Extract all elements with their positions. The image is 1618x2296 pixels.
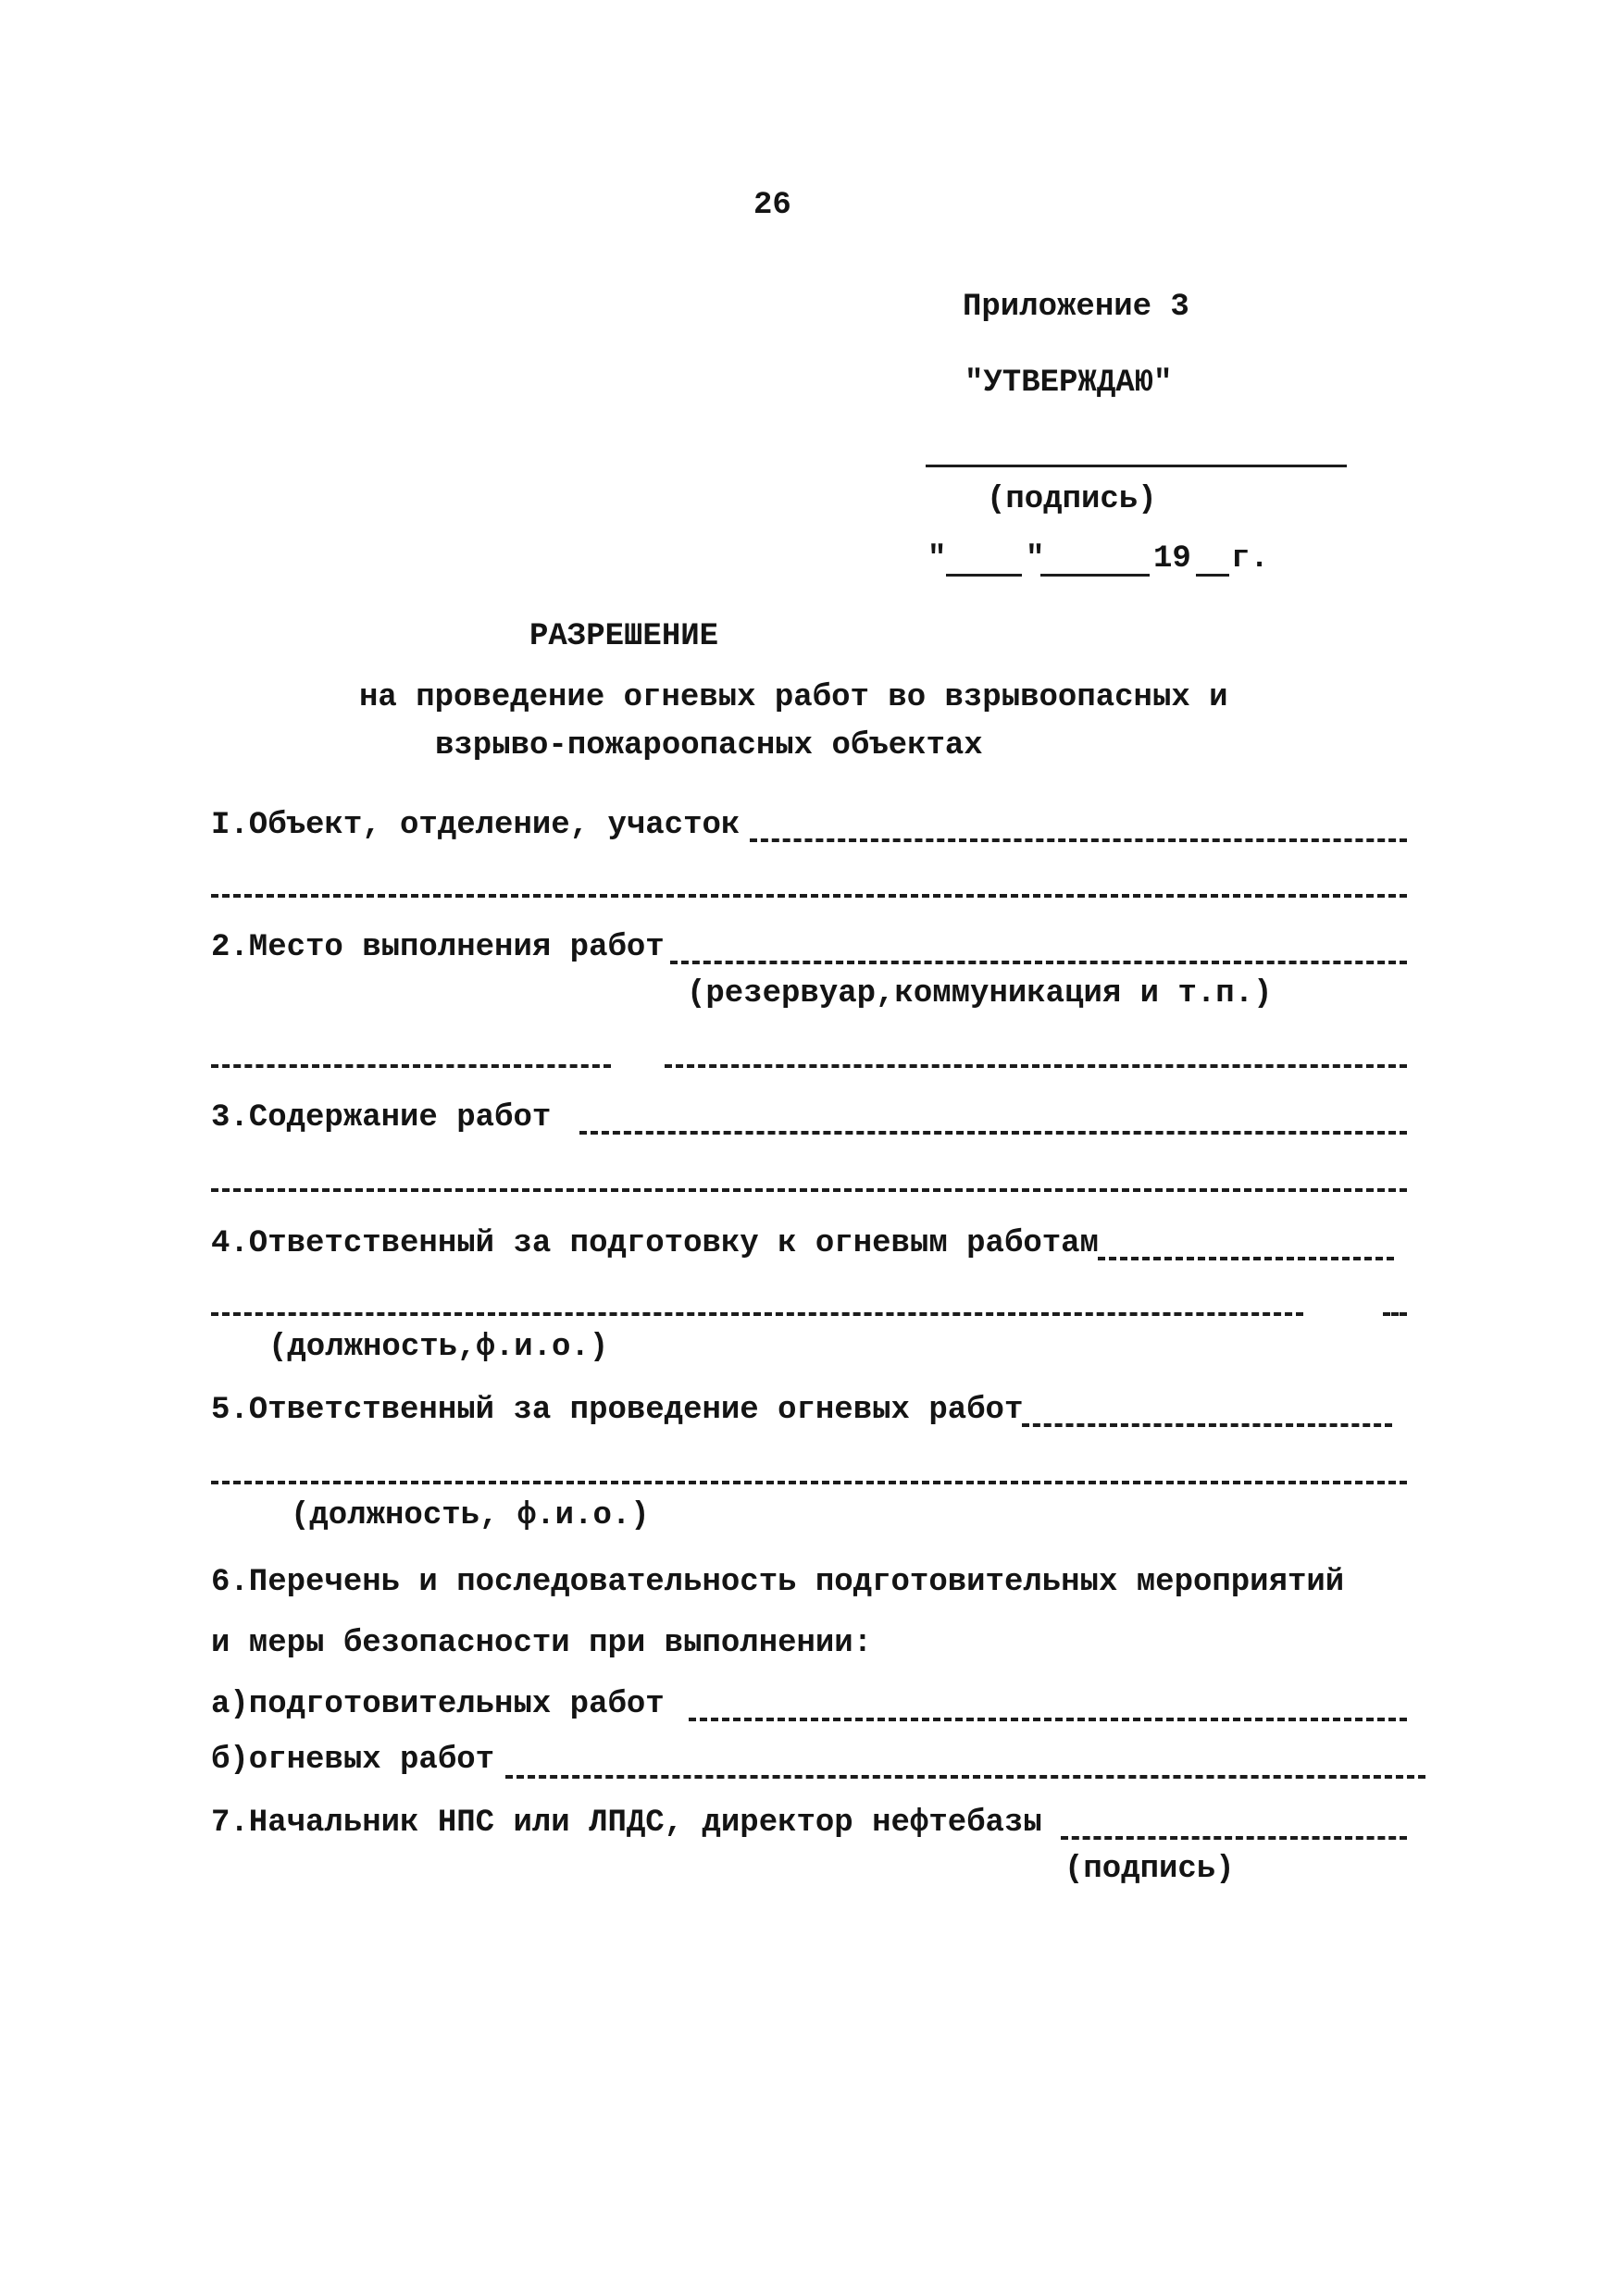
item-1-blank-line-2[interactable] [211, 894, 1407, 898]
signature-line [926, 465, 1347, 467]
item-6b-label: б)огневых работ [211, 1743, 495, 1778]
item-5-blank-line-2[interactable] [211, 1481, 1407, 1484]
item-7-label: 7.Начальник НПС или ЛПДС, директор нефтебазы [211, 1806, 1042, 1841]
item-2-blank-line-2b[interactable] [665, 1064, 1407, 1068]
item-4-blank[interactable] [1098, 1257, 1394, 1260]
date-month-blank [1040, 574, 1150, 577]
document-subtitle-line-1: на проведение огневых работ во взрывоопасных и [359, 680, 1228, 715]
item-3-blank-line-2[interactable] [211, 1188, 1407, 1192]
item-1-label: I.Объект, отделение, участок [211, 808, 741, 843]
item-4-blank-line-2b[interactable] [1383, 1312, 1407, 1316]
item-4-hint: (должность,ф.и.о.) [268, 1330, 609, 1365]
appendix-label: Приложение 3 [963, 290, 1189, 325]
item-3-label: 3.Содержание работ [211, 1100, 552, 1136]
item-7-signature-blank[interactable] [1061, 1836, 1407, 1840]
item-3-blank[interactable] [579, 1131, 1407, 1135]
date-year-blank [1196, 574, 1229, 577]
item-5-label: 5.Ответственный за проведение огневых работ [211, 1393, 1024, 1428]
page-number: 26 [753, 188, 791, 223]
item-6-line-1: 6.Перечень и последовательность подготовительных мероприятий [211, 1565, 1345, 1600]
date-day-blank [946, 574, 1022, 577]
item-6b-blank[interactable] [505, 1775, 1425, 1779]
signature-caption: (подпись) [987, 482, 1157, 517]
item-6a-label: а)подготовительных работ [211, 1687, 665, 1722]
item-2-label: 2.Место выполнения работ [211, 930, 665, 965]
item-5-hint: (должность, ф.и.о.) [291, 1498, 650, 1533]
item-6-line-2: и меры безопасности при выполнении: [211, 1626, 873, 1661]
item-5-blank[interactable] [1022, 1423, 1392, 1427]
date-year-prefix: 19 [1153, 541, 1191, 577]
document-subtitle-line-2: взрыво-пожароопасных объектах [435, 728, 983, 763]
item-4-label: 4.Ответственный за подготовку к огневым работам [211, 1226, 1099, 1261]
item-2-blank[interactable] [670, 961, 1407, 964]
approve-stamp-text: "УТВЕРЖДАЮ" [965, 366, 1173, 401]
date-close-quote: " [1026, 541, 1045, 577]
date-open-quote: " [927, 541, 947, 577]
date-year-suffix: г. [1231, 541, 1269, 577]
item-6a-blank[interactable] [689, 1718, 1407, 1721]
item-7-hint: (подпись) [1064, 1852, 1235, 1887]
document-title: РАЗРЕШЕНИЕ [529, 619, 719, 654]
item-1-blank[interactable] [750, 838, 1407, 842]
item-2-hint: (резервуар,коммуникация и т.п.) [687, 976, 1273, 1011]
item-4-blank-line-2a[interactable] [211, 1312, 1303, 1316]
item-2-blank-line-2a[interactable] [211, 1064, 611, 1068]
